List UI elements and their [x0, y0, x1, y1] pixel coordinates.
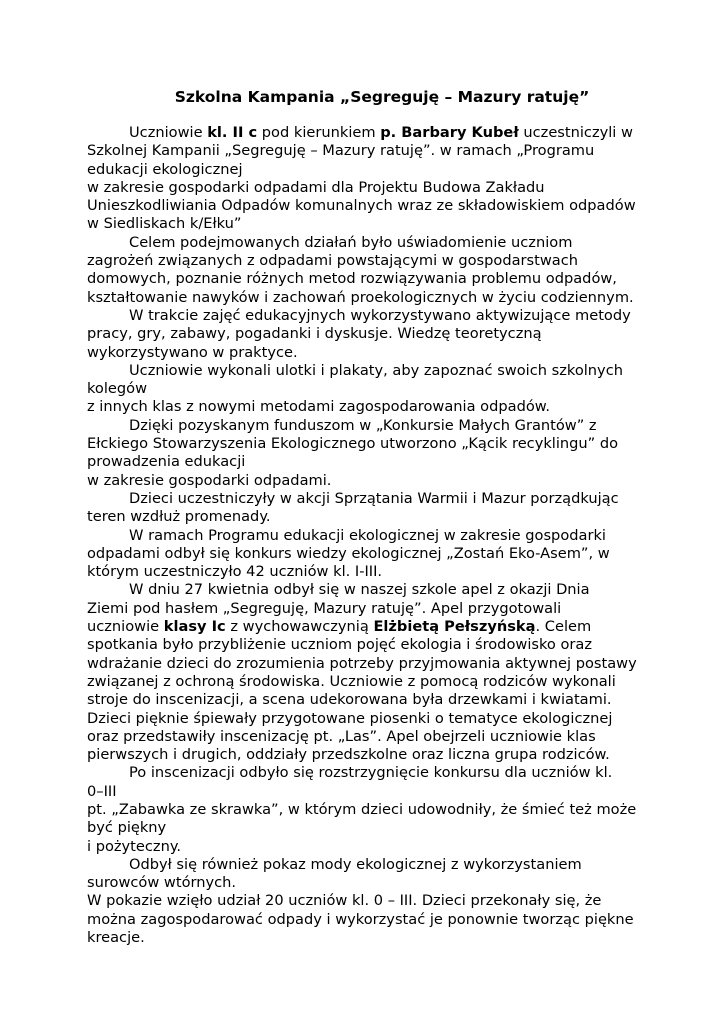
paragraph-line: kreacje.: [87, 929, 145, 947]
paragraph-line: [87, 618, 687, 636]
paragraph-line: Szkolnej Kampanii „Segreguję – Mazury ratuję”. w ramach „Programu: [87, 142, 595, 160]
paragraph-line: Dzięki pozyskanym funduszom w „Konkursie Małych Grantów” z: [129, 416, 597, 434]
paragraph-line: kształtowanie nawyków i zachowań proekologicznych w życiu codziennym.: [87, 288, 634, 306]
paragraph-line: pracy, gry, zabawy, pogadanki i dyskusje. Wiedzę teoretyczną: [87, 325, 542, 343]
paragraph-line: wykorzystywano w praktyce.: [87, 343, 298, 361]
paragraph-line: Po inscenizacji odbyło się rozstrzygnięcie konkursu dla uczniów kl.: [129, 764, 613, 782]
paragraph-line: stroje do inscenizacji, a scena udekorowana była drzewkami i kwiatami.: [87, 691, 612, 709]
paragraph-line: w Siedliskach k/Ełku”: [87, 215, 242, 233]
class-name-bold: klasy Ic: [163, 618, 226, 636]
paragraph-line: oraz przedstawiły inscenizację pt. „Las”. Apel obejrzeli uczniowie klas: [87, 727, 596, 745]
paragraph-line: w zakresie gospodarki odpadami.: [87, 471, 332, 489]
paragraph-line: W trakcie zajęć edukacyjnych wykorzystywano aktywizujące metody: [129, 306, 631, 324]
paragraph-line: prowadzenia edukacji: [87, 453, 246, 471]
paragraph-line: Odbył się również pokaz mody ekologicznej z wykorzystaniem: [129, 855, 582, 873]
paragraph-line: domowych, poznanie różnych metod rozwiązywania problemu odpadów,: [87, 270, 617, 288]
paragraph-line: surowców wtórnych.: [87, 874, 237, 892]
paragraph-line: pt. „Zabawka ze skrawka”, w którym dzieci udowodniły, że śmieć też może: [87, 800, 637, 818]
class-name-bold: kl. II c: [207, 124, 258, 141]
paragraph-line: pierwszych i drugich, oddziały przedszkolne oraz liczna grupa rodziców.: [87, 746, 610, 764]
paragraph-line: edukacji ekologicznej: [87, 160, 243, 178]
paragraph-line: kolegów: [87, 380, 148, 398]
paragraph-line: W ramach Programu edukacji ekologicznej w zakresie gospodarki: [129, 526, 606, 544]
paragraph-line: być piękny: [87, 819, 167, 837]
paragraph-line: W pokazie wzięło udział 20 uczniów kl. 0 – III. Dzieci przekonały się, że: [87, 892, 602, 910]
paragraph-line: Uczniowie wykonali ulotki i plakaty, aby zapoznać swoich szkolnych: [129, 361, 623, 379]
text-run: uczniowie: [87, 618, 164, 636]
paragraph-line: Ełckiego Stowarzyszenia Ekologicznego utworzono „Kącik recyklingu” do: [87, 435, 619, 453]
paragraph-line: teren wzdłuż promenady.: [87, 508, 271, 526]
document-body: [87, 124, 687, 947]
text-run: z wychowawczynią: [225, 618, 374, 636]
paragraph-line: zagrożeń związanych z odpadami powstającymi w gospodarstwach: [87, 252, 579, 270]
paragraph-line: wdrażanie dzieci do zrozumienia potrzeby przyjmowania aktywnej postawy: [87, 654, 637, 672]
paragraph-line: związanej z ochroną środowiska. Uczniowie z pomocą rodziców wykonali: [87, 672, 616, 690]
document-title: Szkolna Kampania „Segreguję – Mazury ratuję”: [174, 88, 590, 106]
paragraph-line: Dzieci uczestniczyły w akcji Sprzątania Warmii i Mazur porządkując: [129, 489, 619, 507]
text-run: Uczniowie: [129, 124, 208, 141]
text-run: uczestniczyli w: [518, 124, 633, 141]
teacher-name-bold: Elżbietą Pełszyńską: [373, 618, 536, 636]
paragraph-line: Ziemi pod hasłem „Segreguję, Mazury ratuję”. Apel przygotowali: [87, 599, 562, 617]
paragraph-line: w zakresie gospodarki odpadami dla Projektu Budowa Zakładu: [87, 178, 545, 196]
paragraph-line: W dniu 27 kwietnia odbył się w naszej szkole apel z okazji Dnia: [129, 581, 590, 599]
text-run: pod kierunkiem: [257, 124, 381, 141]
paragraph-line: można zagospodarować odpady i wykorzystać je ponownie tworząc piękne: [87, 910, 634, 928]
text-run: . Celem: [535, 618, 592, 636]
teacher-name-bold: p. Barbary Kubeł: [380, 124, 519, 141]
paragraph-line: odpadami odbył się konkurs wiedzy ekologicznej „Zostań Eko-Asem”, w: [87, 544, 610, 562]
paragraph-line: 0–III: [87, 782, 117, 800]
paragraph-line: z innych klas z nowymi metodami zagospodarowania odpadów.: [87, 398, 551, 416]
paragraph-line: Dzieci pięknie śpiewały przygotowane piosenki o tematyce ekologicznej: [87, 709, 613, 727]
paragraph-line: spotkania było przybliżenie uczniom pojęć ekologia i środowisko oraz: [87, 636, 593, 654]
paragraph-line: Celem podejmowanych działań było uświadomienie uczniom: [129, 233, 573, 251]
paragraph-line: Unieszkodliwiania Odpadów komunalnych wraz ze składowiskiem odpadów: [87, 197, 636, 215]
paragraph-line: [87, 124, 687, 142]
paragraph-line: i pożyteczny.: [87, 837, 182, 855]
paragraph-line: którym uczestniczyło 42 uczniów kl. I-III.: [87, 563, 383, 581]
